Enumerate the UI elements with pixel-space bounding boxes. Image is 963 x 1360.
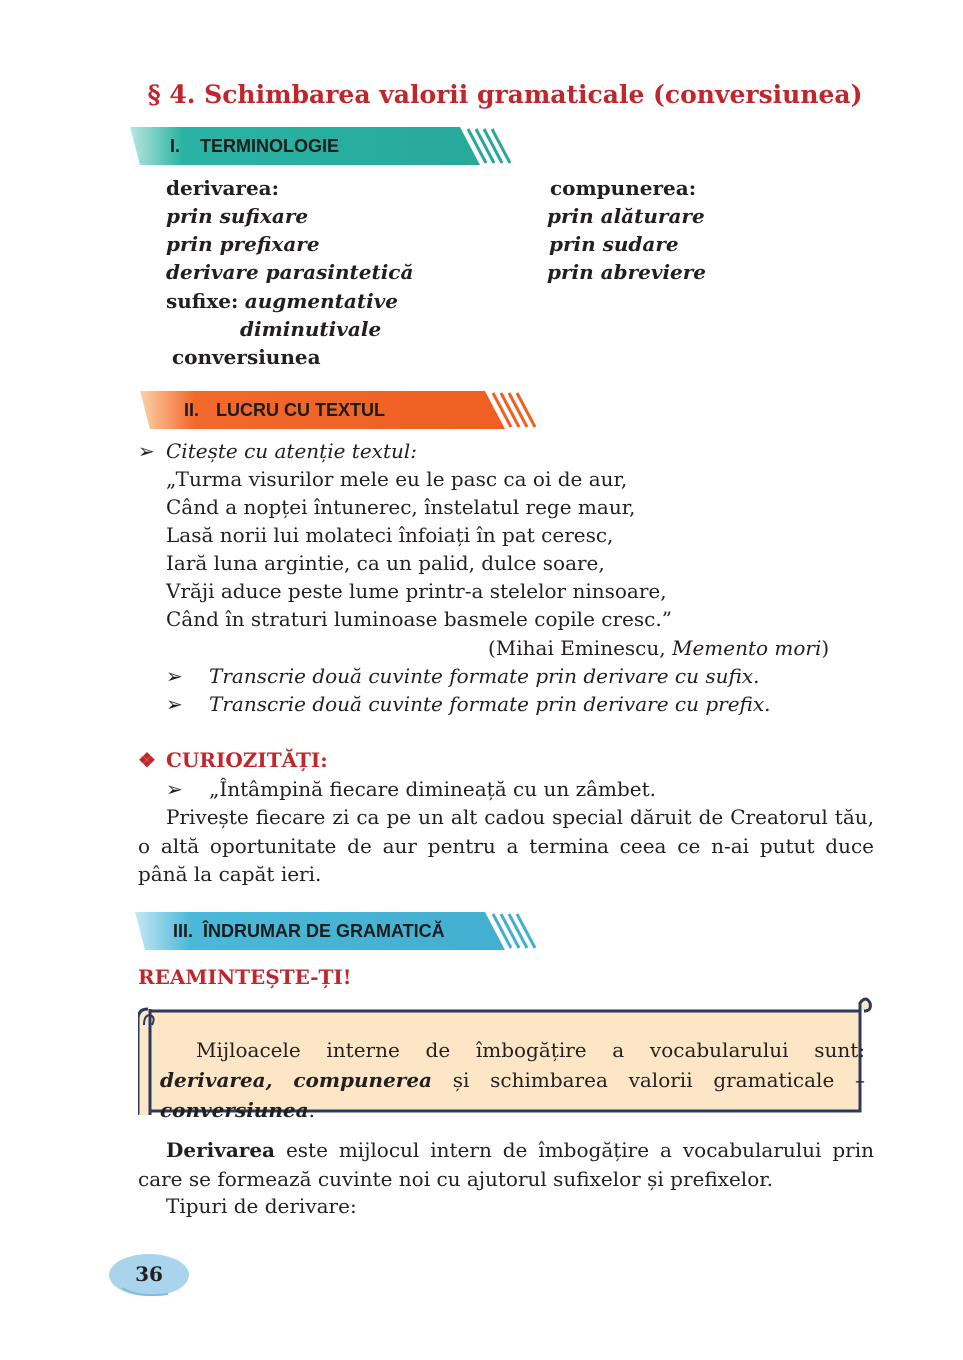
- poem-line: „Turma visurilor mele eu le pasc ca oi de aur,: [166, 467, 628, 491]
- task-item: Transcrie două cuvinte formate prin derivare cu prefix.: [209, 692, 771, 716]
- derivation-types-label: Tipuri de derivare:: [166, 1194, 357, 1218]
- term-conversion: conversiunea: [172, 345, 321, 369]
- definition-scroll-box: [138, 995, 872, 1122]
- term-suffixes-label: sufixe:: [166, 289, 239, 313]
- section-number: I.: [170, 136, 181, 156]
- section-label: ÎNDRUMAR DE GRAMATICĂ: [203, 921, 445, 941]
- definition-text: este mijlocul intern de îmbogățire a vocabularului prin care se formează cuvinte noi cu ajutorul sufixelor și prefixelor.: [138, 1138, 874, 1191]
- section-banner-text-work: [140, 391, 545, 429]
- scroll-intro: Mijloacele interne de îmbogățire a vocabularului sunt:: [196, 1038, 865, 1062]
- scroll-end: .: [308, 1098, 315, 1122]
- page-number: 36: [135, 1262, 163, 1286]
- derivation-definition: [138, 1136, 874, 1193]
- section-number: II.: [184, 400, 200, 420]
- term-item: derivare parasintetică: [166, 260, 414, 284]
- arrow-bullet-icon: ➢: [166, 664, 183, 688]
- term-derivation-heading: derivarea:: [166, 176, 280, 200]
- page-number-badge: [108, 1252, 190, 1298]
- curiosity-text: Privește fiecare zi ca pe un alt cadou special dăruit de Creatorul tău, o altă oportunitate de aur pentru a termina ceea ce n-ai putut duce până la capăt ieri.: [138, 805, 874, 886]
- term-item: prin sufixare: [166, 204, 309, 228]
- term-item: prin prefixare: [166, 232, 320, 256]
- section-banner-grammar-guide: [135, 912, 545, 950]
- arrow-bullet-icon: ➢: [166, 692, 183, 716]
- poem-line: Iară luna argintie, ca un palid, dulce soare,: [166, 551, 605, 575]
- arrow-bullet-icon: ➢: [166, 777, 183, 801]
- poem-line: Când a nopței întunerec, înstelatul rege maur,: [166, 495, 636, 519]
- page-title: § 4. Schimbarea valorii gramaticale (conversiunea): [147, 80, 863, 109]
- section-label: TERMINOLOGIE: [200, 136, 339, 156]
- section-number: III.: [173, 921, 194, 941]
- poem-line: Vrăji aduce peste lume printr-a stelelor ninsoare,: [166, 579, 667, 603]
- scroll-term-composition: compunerea: [293, 1068, 433, 1092]
- attribution-work: Memento mori: [671, 636, 822, 660]
- scroll-text: [160, 1035, 865, 1125]
- definition-term: Derivarea: [166, 1138, 276, 1162]
- term-item: prin abreviere: [547, 260, 707, 284]
- curiosities-heading: CURIOZITĂȚI:: [166, 748, 328, 772]
- poem-attribution: [488, 634, 829, 662]
- section-label: LUCRU CU TEXTUL: [216, 400, 385, 420]
- attribution-close: ): [821, 636, 830, 660]
- arrow-bullet-icon: ➢: [138, 439, 155, 463]
- reading-instruction: Citește cu atenție textul:: [166, 439, 418, 463]
- poem-line: Lasă norii lui molateci înfoiați în pat ceresc,: [166, 523, 614, 547]
- scroll-middle: și schimbarea valorii gramaticale –: [432, 1068, 865, 1092]
- term-item: prin alăturare: [547, 204, 705, 228]
- section-banner-terminology: [130, 127, 520, 165]
- scroll-term-conversion: conversiunea: [160, 1098, 309, 1122]
- scroll-term-derivation: derivarea,: [160, 1068, 273, 1092]
- task-item: Transcrie două cuvinte formate prin derivare cu sufix.: [209, 664, 760, 688]
- diamond-bullet-icon: ❖: [138, 748, 156, 772]
- term-item: prin sudare: [549, 232, 679, 256]
- term-suffix-type: augmentative: [244, 289, 399, 313]
- attribution-author: (Mihai Eminescu,: [488, 636, 672, 660]
- term-suffix-type: diminutivale: [240, 317, 382, 341]
- poem-line: Când în straturi luminoase basmele copile cresc.”: [166, 607, 672, 631]
- term-composition-heading: compunerea:: [550, 176, 697, 200]
- remember-heading: REAMINTEȘTE-ȚI!: [138, 965, 352, 989]
- curiosity-quote: „Întâmpină fiecare dimineață cu un zâmbet.: [209, 777, 657, 801]
